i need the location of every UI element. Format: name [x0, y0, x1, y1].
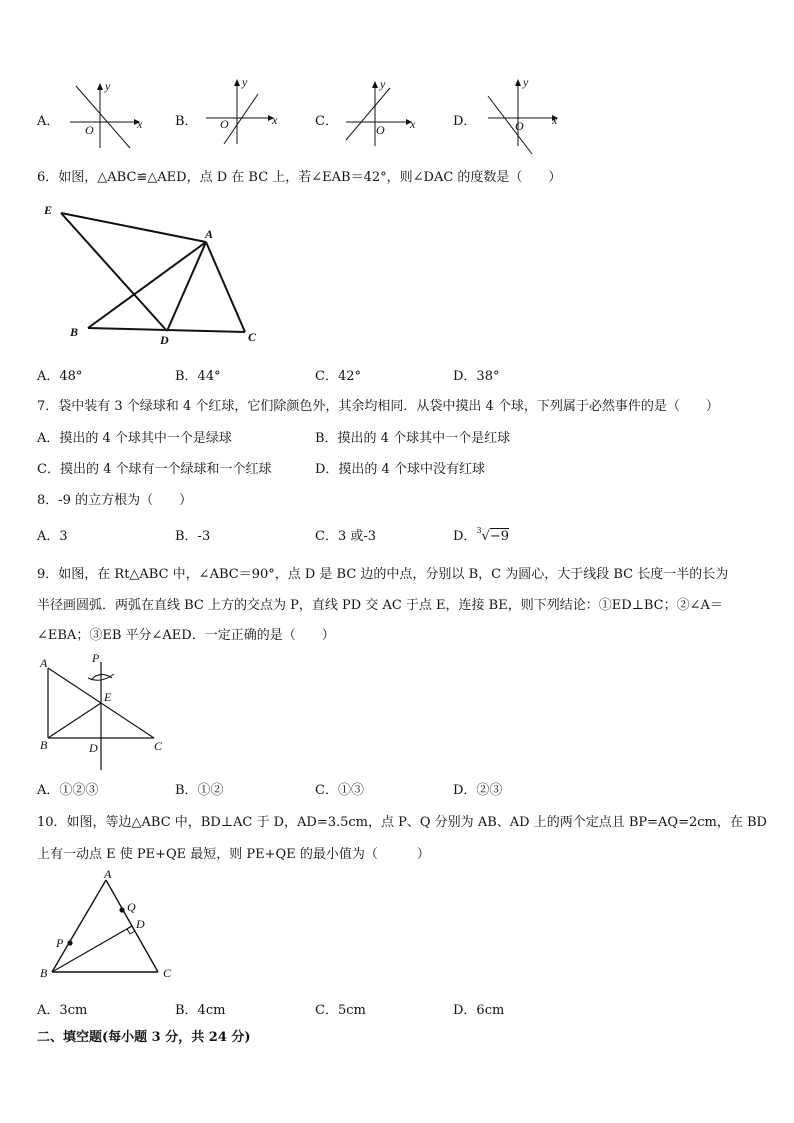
q10-option-a: A．3cm: [37, 1003, 88, 1018]
q7-option-d: D．摸出的 4 个球中没有红球: [315, 462, 485, 477]
q5-option-b-letter: B．: [175, 114, 198, 129]
q5-a-y-label: y: [105, 79, 111, 93]
q6-label-e: E: [44, 203, 53, 217]
q9-label-e: E: [104, 690, 112, 704]
q9-label-c: C: [154, 739, 163, 753]
q5-d-origin-label: O: [515, 119, 524, 133]
q5-option-d-letter: D．: [453, 114, 477, 129]
q10-label-d: D: [136, 917, 145, 931]
q9-label-p: P: [92, 651, 100, 665]
q5-option-a-graph: [62, 80, 152, 150]
q8-stem: 8．-9 的立方根为（ ）: [37, 493, 193, 508]
q9-option-c: C．①③: [315, 783, 364, 798]
q10-option-d: D．6cm: [453, 1003, 505, 1018]
q9-label-d: D: [89, 741, 98, 755]
section-2-heading: 二、填空题(每小题 3 分，共 24 分): [37, 1030, 251, 1045]
q6-label-b: B: [70, 325, 79, 339]
q10-stem-line2: 上有一动点 E 使 PE+QE 最短，则 PE+QE 的最小值为（ ）: [37, 847, 430, 862]
q5-option-b-graph: [200, 76, 290, 146]
q8-option-c: C．3 或-3: [315, 529, 377, 544]
q10-option-b: B．4cm: [175, 1003, 226, 1018]
q10-option-c: C．5cm: [315, 1003, 366, 1018]
q6-label-d: D: [160, 333, 169, 347]
q5-c-origin-label: O: [376, 123, 385, 137]
q8-radicand: −9: [489, 529, 509, 544]
q5-option-d-graph: [480, 76, 570, 156]
q10-label-b: B: [40, 966, 48, 980]
q5-d-y-label: y: [523, 75, 529, 89]
q6-label-c: C: [248, 330, 257, 344]
q10-figure: [38, 868, 188, 983]
q5-b-x-label: x: [272, 113, 278, 127]
q6-option-b: B．44°: [175, 369, 221, 384]
q6-label-a: A: [205, 227, 214, 241]
q8-option-a: A．3: [37, 529, 68, 544]
q7-option-a: A．摸出的 4 个球其中一个是绿球: [37, 431, 232, 446]
q7-option-b: B．摸出的 4 个球其中一个是红球: [315, 431, 511, 446]
q5-b-origin-label: O: [220, 117, 229, 131]
q8-cube-root-index: 3: [476, 526, 482, 535]
q6-stem: 6．如图，△ABC≌△AED，点 D 在 BC 上，若∠EAB＝42°，则∠DAC 的度数是（ ）: [37, 170, 562, 185]
q9-stem-line2: 半径画圆弧．两弧在直线 BC 上方的交点为 P，直线 PD 交 AC 于点 E，连接 BE，则下列结论：①ED⊥BC；②∠A＝: [37, 598, 723, 613]
q9-label-b: B: [40, 738, 48, 752]
q9-stem-line3: ∠EBA；③EB 平分∠AED．一定正确的是（ ）: [37, 628, 335, 643]
q5-option-c-graph: [340, 78, 430, 148]
q5-d-x-label: x: [552, 113, 558, 127]
q9-figure: [36, 652, 176, 772]
q9-option-b: B．①②: [175, 783, 224, 798]
radical-sign-icon: √: [481, 529, 490, 544]
q5-a-origin-label: O: [85, 123, 94, 137]
q6-option-a: A．48°: [37, 369, 83, 384]
q9-option-d: D．②③: [453, 783, 503, 798]
q5-c-x-label: x: [410, 117, 416, 131]
q8-option-d-letter: D．: [453, 529, 477, 544]
q10-label-a: A: [104, 867, 112, 881]
q8-option-d: [453, 525, 509, 544]
q8-option-b: B．-3: [175, 529, 211, 544]
q5-a-x-label: x: [137, 117, 143, 131]
q5-c-y-label: y: [380, 77, 386, 91]
q10-label-p: P: [56, 936, 64, 950]
q9-stem-line1: 9．如图，在 Rt△ABC 中，∠ABC＝90°，点 D 是 BC 边的中点，分别以 B，C 为圆心，大于线段 BC 长度一半的长为: [37, 567, 729, 582]
q5-option-c-letter: C．: [315, 114, 338, 129]
q9-label-a: A: [40, 656, 48, 670]
q9-option-a: A．①②③: [37, 783, 99, 798]
q7-stem: 7．袋中装有 3 个绿球和 4 个红球，它们除颜色外，其余均相同．从袋中摸出 4 个球，下列属于必然事件的是（ ）: [37, 399, 719, 414]
q5-option-a-letter: A．: [37, 114, 60, 129]
q10-stem-line1: 10．如图，等边△ABC 中，BD⊥AC 于 D，AD=3.5cm，点 P、Q 分别为 AB、AD 上的两个定点且 BP=AQ=2cm，在 BD: [37, 815, 767, 830]
q5-b-y-label: y: [242, 75, 248, 89]
q6-option-c: C．42°: [315, 369, 361, 384]
q6-option-d: D．38°: [453, 369, 500, 384]
q6-figure: [40, 200, 270, 350]
q7-option-c: C．摸出的 4 个球有一个绿球和一个红球: [37, 462, 272, 477]
q10-label-q: Q: [127, 900, 136, 914]
q10-label-c: C: [163, 966, 172, 980]
